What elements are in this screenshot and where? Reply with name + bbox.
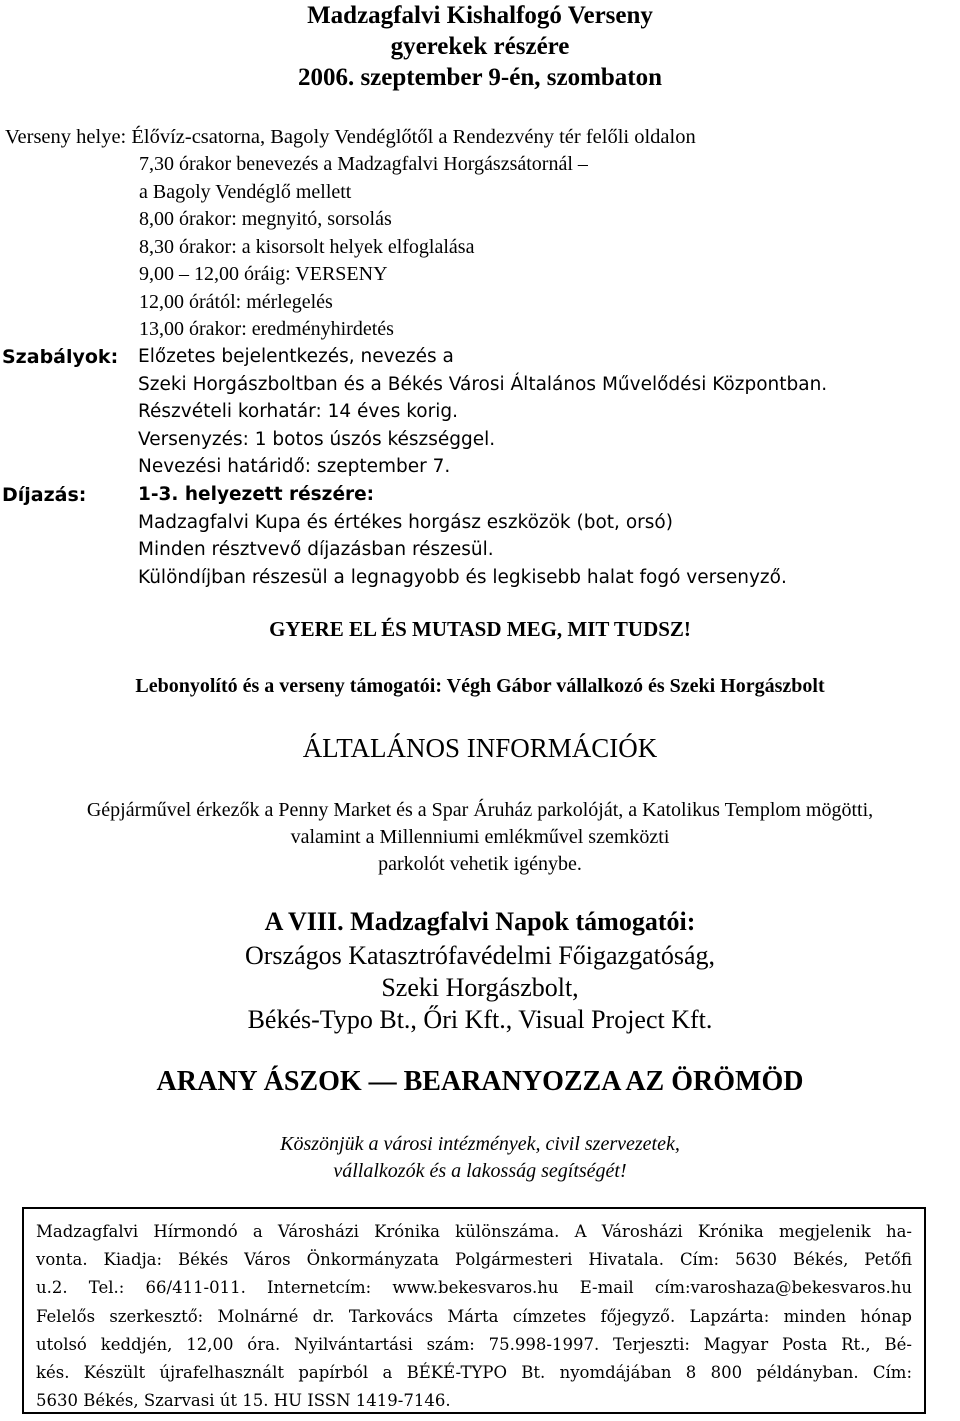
- imprint-line: Felelős szerkesztő: Molnárné dr. Tarkovács Márta címzetes főjegyző. Lapzárta: minden hónap: [36, 1306, 912, 1326]
- prizes-label: Díjazás:: [2, 484, 87, 506]
- schedule-item: 8,30 órakor: a kisorsolt helyek elfoglalása: [139, 235, 475, 258]
- imprint-line: Madzagfalvi Hírmondó a Városházi Krónika különszáma. A Városházi Krónika megjelenik ha-: [36, 1222, 912, 1241]
- rules-item: Részvételi korhatár: 14 éves korig.: [138, 401, 458, 422]
- title-line-3: 2006. szeptember 9-én, szombaton: [297, 64, 663, 91]
- rules-item: Versenyzés: 1 botos úszós készséggel.: [138, 428, 496, 450]
- motto: ARANY ÁSZOK — BEARANYOZZA AZ ÖRÖMÖD: [156, 1066, 804, 1097]
- rules-item: Szeki Horgászboltban és a Békés Városi Általános Művelődési Központban.: [138, 373, 828, 395]
- prizes-heading: 1-3. helyezett részére:: [138, 484, 375, 505]
- rules-list: [138, 343, 827, 481]
- supporter-item: Országos Katasztrófavédelmi Főigazgatóság,: [244, 941, 715, 970]
- prizes-item: Különdíjban részesül a legnagyobb és legkisebb halat fogó versenyző.: [138, 566, 787, 588]
- title-line-1: Madzagfalvi Kishalfogó Verseny: [307, 2, 653, 29]
- supporters-heading-rest: Madzagfalvi Napok támogatói:: [343, 907, 696, 936]
- imprint-line: vonta. Kiadja: Békés Város Önkormányzata Polgármesteri Hivatala. Cím: 5630 Békés, Petőfi: [36, 1250, 912, 1270]
- supporter-item: Szeki Horgászbolt,: [381, 973, 579, 1002]
- slogan: GYERE EL ÉS MUTASD MEG, MIT TUDSZ!: [269, 617, 691, 641]
- prizes-list: [138, 481, 787, 591]
- imprint-line: 5630 Békés, Szarvasi út 15. HU ISSN 1419-7146.: [36, 1391, 451, 1411]
- general-info-line: valamint a Millenniumi emlékművel szemközti: [290, 826, 670, 848]
- rules-item: Nevezési határidő: szeptember 7.: [138, 456, 451, 477]
- imprint-line: u.2. Tel.: 66/411-011. Internetcím: www.bekesvaros.hu E-mail cím:varoshaza@bekesvaros.hu: [36, 1278, 912, 1298]
- rules-item: Előzetes bejelentkezés, nevezés a: [138, 346, 454, 367]
- imprint-line: kés. Készült újrafelhasznált papírból a BÉKÉ-TYPO Bt. nyomdájában 8 800 példányban. Cím:: [36, 1362, 912, 1382]
- supporters-heading: [0, 906, 960, 938]
- schedule-item: 9,00 – 12,00 óráig: VERSENY: [139, 263, 388, 285]
- schedule-list: [139, 151, 588, 344]
- schedule-item: 7,30 órakor benevezés a Madzagfalvi Horgászsátornál –: [139, 153, 588, 175]
- schedule-item: 12,00 órától: mérlegelés: [139, 290, 333, 313]
- supporters-heading-prefix: A VIII.: [264, 907, 344, 936]
- prizes-item: Madzagfalvi Kupa és értékes horgász eszközök (bot, orsó): [138, 511, 673, 533]
- prizes-item: Minden résztvevő díjazásban részesül.: [138, 539, 494, 560]
- general-info-heading: ÁLTALÁNOS INFORMÁCIÓK: [302, 733, 658, 763]
- general-info-text: [0, 797, 960, 878]
- imprint-box: [22, 1207, 926, 1414]
- venue-line: Verseny helye: Élővíz-csatorna, Bagoly Vendéglőtől a Rendezvény tér felőli oldalon: [5, 126, 696, 148]
- schedule-item: 13,00 órakor: eredményhirdetés: [139, 318, 394, 340]
- general-info-line: Gépjárművel érkezők a Penny Market és a Spar Áruház parkolóját, a Katolikus Templom mögötti,: [86, 799, 874, 821]
- page-title: [0, 0, 960, 93]
- imprint-line: utolsó keddjén, 12,00 óra. Nyilvántartási szám: 75.998-1997. Terjeszti: Magyar Posta Rt., Bé-: [36, 1334, 912, 1354]
- thanks-text: [0, 1131, 960, 1185]
- thanks-line: vállalkozók és a lakosság segítségét!: [333, 1160, 627, 1182]
- supporter-item: Békés-Typo Bt., Őri Kft., Visual Project Kft.: [247, 1005, 713, 1034]
- schedule-item: a Bagoly Vendéglő mellett: [139, 180, 352, 203]
- supporters-list: [0, 940, 960, 1036]
- thanks-line: Köszönjük a városi intézmények, civil szervezetek,: [280, 1133, 680, 1155]
- general-info-line: parkolót vehetik igénybe.: [378, 853, 582, 875]
- rules-label: Szabályok:: [2, 346, 119, 368]
- schedule-item: 8,00 órakor: megnyitó, sorsolás: [139, 208, 392, 230]
- organizers-line: Lebonyolító és a verseny támogatói: Végh Gábor vállalkozó és Szeki Horgászbolt: [135, 675, 825, 697]
- title-line-2: gyerekek részére: [390, 33, 570, 60]
